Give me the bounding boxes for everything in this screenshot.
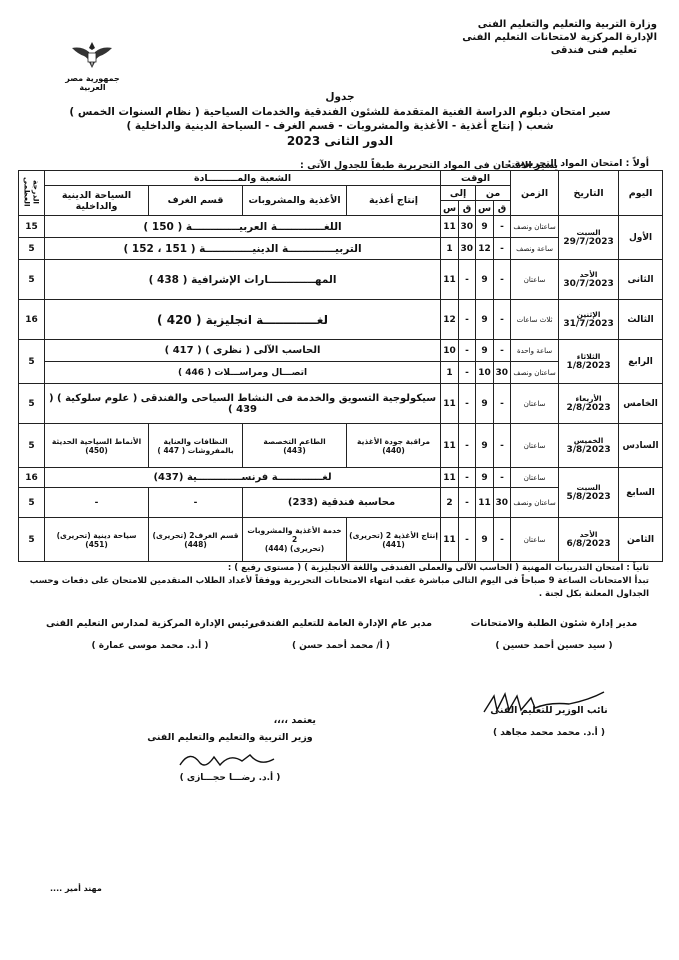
subject: لغـــــــــــــة فرنســـــــــــــية (437) (45, 468, 441, 488)
signature-title: مدير إدارة شئون الطلبة والامتحانات (470, 618, 638, 629)
to-hour: 11 (441, 216, 459, 238)
to-hour: 11 (441, 260, 459, 300)
duration: ساعتان ونصف (511, 216, 559, 238)
col-from-minute: ق (494, 201, 511, 216)
day-name: السادس (619, 424, 663, 468)
from-minute: - (494, 384, 511, 424)
to-minute: - (459, 518, 476, 562)
emblem-caption: جمهورية مصر العربية (65, 74, 120, 92)
table-row (19, 468, 663, 488)
day-date: السبت 29/7/2023 (559, 216, 619, 260)
subject: اتصـــال ومراســـلات ( 446 ) (45, 362, 441, 384)
table-header-row (19, 171, 663, 186)
duration: ساعتان ونصف (511, 488, 559, 518)
subject-rooms: - (149, 488, 243, 518)
to-minute: - (459, 384, 476, 424)
from-minute: - (494, 518, 511, 562)
max-score: 5 (19, 518, 45, 562)
footer-mark: مهند أمير .... (50, 884, 102, 893)
day-date: الأحد 6/8/2023 (559, 518, 619, 562)
subject-food-production: إنتاج الأغذية 2 (تحريرى) (441) (347, 518, 441, 562)
duration: ساعتان (511, 384, 559, 424)
duration: ثلاث ساعات (511, 300, 559, 340)
to-hour: 2 (441, 488, 459, 518)
title-line-2: سير امتحان دبلوم الدراسة الفنية المتقدمة للشئون الفندقية والخدمات السياحية ( نظام السنوات الخمس ) (69, 105, 611, 118)
col-max-score: الدرجة العظمى (19, 171, 45, 216)
title-line-4: الدور الثانى 2023 (286, 133, 394, 148)
to-hour: 1 (441, 362, 459, 384)
signature-name: ( أ.د. رضـــا حجـــازى ) (179, 773, 281, 783)
day-date: الخميس 3/8/2023 (559, 424, 619, 468)
col-day: اليوم (619, 171, 663, 216)
signature-block-1 (449, 618, 659, 651)
col-tourism: السياحة الدينية والداخلية (45, 186, 149, 216)
max-score: 5 (19, 384, 45, 424)
col-rooms: قسم الغرف (149, 186, 243, 216)
signature-name: ( أ.د. محمد موسى عمارة ) (91, 641, 209, 651)
subject: سيكولوجية التسويق والخدمة فى النشاط السياحى والفندقى ( علوم سلوكية ) ( 439 ) (45, 384, 441, 424)
signature-title: وزير التربية والتعليم والتعليم الفنى (147, 732, 313, 743)
col-to: إلى (441, 186, 476, 201)
to-minute: 30 (459, 238, 476, 260)
to-minute: - (459, 362, 476, 384)
ministry-line-2: الإدارة المركزية لامتحانات التعليم الفنى (462, 32, 657, 43)
minister-signature-icon (170, 745, 290, 773)
subject-rooms: قسم الغرف2 (تحريرى) (448) (149, 518, 243, 562)
note-second-body: تبدأ الامتحانات الساعة 9 صباحاً فى اليوم التالى مباشرة عقب انتهاء الامتحانات التحريرية ووفقاً لأعداد الطلاب المتقدمين للامتحان على دفعات وحسب الجداول المعلنة بكل لجنة . (29, 576, 649, 599)
max-score: 5 (19, 488, 45, 518)
ministry-line-3: تعليم فنى فندقى (550, 45, 637, 56)
to-hour: 1 (441, 238, 459, 260)
col-from-hour: س (476, 201, 494, 216)
from-hour: 12 (476, 238, 494, 260)
from-minute: - (494, 216, 511, 238)
max-score: 15 (19, 216, 45, 238)
notes-section (24, 562, 649, 601)
subject-food-production: مراقبة جودة الأغذية (440) (347, 424, 441, 468)
signature-block-4 (449, 705, 649, 738)
subject-rooms: النظافات والعناية بالمفروشات ( 447 ) (149, 424, 243, 468)
col-from: من (476, 186, 511, 201)
from-hour: 9 (476, 424, 494, 468)
duration: ساعتان (511, 424, 559, 468)
day-name: الثامن (619, 518, 663, 562)
day-name: الثانى (619, 260, 663, 300)
table-row (19, 260, 663, 300)
col-duration: الزمن (511, 171, 559, 216)
max-score: 5 (19, 238, 45, 260)
duration: ساعة ونصف (511, 238, 559, 260)
to-minute: - (459, 488, 476, 518)
signature-name: ( أ/ محمد أحمد حسن ) (291, 641, 391, 651)
to-minute: - (459, 424, 476, 468)
duration: ساعتان (511, 518, 559, 562)
note-second-heading: ثانياً : امتحان التدريبات المهنية ( الحاسب الآلى والعملى الفندقى واللغة الانجليزية ) ( مستوى رفيع ) : (227, 563, 649, 573)
subject: اللغـــــــــــــة العربيـــــــــــــة ( 150 ) (45, 216, 441, 238)
subject: المهـــــــــــــارات الإشرافية ( 438 ) (45, 260, 441, 300)
table-row (19, 340, 663, 362)
from-minute: - (494, 238, 511, 260)
to-hour: 11 (441, 468, 459, 488)
day-name: السابع (619, 468, 663, 518)
signature-name: ( أ.د. محمد محمد مجاهد ) (493, 728, 605, 738)
subject: لغـــــــــــــة انجليزية ( 420 ) (45, 300, 441, 340)
to-hour: 10 (441, 340, 459, 362)
day-date: السبت 5/8/2023 (559, 468, 619, 518)
table-row (19, 384, 663, 424)
to-minute: - (459, 260, 476, 300)
day-name: الأول (619, 216, 663, 260)
to-hour: 11 (441, 424, 459, 468)
from-minute: - (494, 340, 511, 362)
col-time: الوقت (441, 171, 511, 186)
subject-tourism: الأنماط السياحية الحديثة (450) (45, 424, 149, 468)
title-line-3: شعب ( إنتاج أغذية - الأغذية والمشروبات - قسم الغرف - السياحة الدينية والداخلية ) (126, 120, 554, 132)
to-minute: - (459, 468, 476, 488)
to-hour: 12 (441, 300, 459, 340)
col-to-hour: س (441, 201, 459, 216)
from-hour: 9 (476, 300, 494, 340)
title-line-1: جدول (325, 91, 355, 103)
subject-food-beverage: خدمة الأغذية والمشروبات 2 (تحريرى) (444) (243, 518, 347, 562)
max-score: 5 (19, 424, 45, 468)
eagle-emblem-icon (70, 40, 114, 70)
from-hour: 9 (476, 384, 494, 424)
day-name: الرابع (619, 340, 663, 384)
to-hour: 11 (441, 384, 459, 424)
from-hour: 9 (476, 340, 494, 362)
signature-block-3 (40, 618, 260, 651)
day-name: الخامس (619, 384, 663, 424)
max-score: 16 (19, 300, 45, 340)
from-minute: - (494, 468, 511, 488)
subject-food-beverage: الطاعم التخصصة (443) (243, 424, 347, 468)
subject: الحاسب الآلى ( نظرى ) ( 417 ) (45, 340, 441, 362)
signature-title: مدير عام الإدارة العامة للتعليم الفندقى (249, 618, 433, 629)
max-score: 5 (19, 260, 45, 300)
subject-tourism: سياحة دينية (تحريرى) (451) (45, 518, 149, 562)
to-minute: - (459, 340, 476, 362)
ministry-header (427, 18, 657, 57)
col-branch-subject: الشعبة والمـــــــــادة (45, 171, 441, 186)
from-hour: 9 (476, 468, 494, 488)
exam-schedule-table (18, 170, 663, 562)
section-first-heading: أولاً : امتحان المواد التحريرية : (507, 158, 649, 169)
col-to-minute: ق (459, 201, 476, 216)
from-minute: - (494, 424, 511, 468)
duration: ساعة واحدة (511, 340, 559, 362)
duration: ساعتان (511, 468, 559, 488)
day-date: الأربعاء 2/8/2023 (559, 384, 619, 424)
day-date: الإثنين 31/7/2023 (559, 300, 619, 340)
from-hour: 9 (476, 260, 494, 300)
to-minute: - (459, 300, 476, 340)
from-hour: 11 (476, 488, 494, 518)
approval-block (120, 715, 340, 783)
from-minute: 30 (494, 362, 511, 384)
table-row (19, 424, 663, 468)
approve-label: يعتمد ،،،، (273, 715, 316, 726)
table-row (19, 518, 663, 562)
signature-block-2 (241, 618, 441, 651)
signature-title: رئيس الإدارة المركزية لمدارس التعليم الفنى (46, 618, 254, 629)
max-score: 16 (19, 468, 45, 488)
max-score: 5 (19, 340, 45, 384)
from-hour: 10 (476, 362, 494, 384)
from-minute: 30 (494, 488, 511, 518)
to-minute: 30 (459, 216, 476, 238)
section-first-note: يسير الامتحان فى المواد التحريرية طبقاً للجدول الآتى : (300, 160, 558, 171)
duration: ساعتان ونصف (511, 362, 559, 384)
from-minute: - (494, 300, 511, 340)
subject: محاسبة فندقية (233) (243, 488, 441, 518)
subject-tourism: - (45, 488, 149, 518)
to-hour: 11 (441, 518, 459, 562)
col-date: التاريخ (559, 171, 619, 216)
day-date: الأحد 30/7/2023 (559, 260, 619, 300)
table-row (19, 300, 663, 340)
col-food-production: إنتاج أغذية (347, 186, 441, 216)
from-minute: - (494, 260, 511, 300)
from-hour: 9 (476, 216, 494, 238)
duration: ساعتان (511, 260, 559, 300)
ministry-line-1: وزارة التربية والتعليم والتعليم الفنى (477, 19, 657, 30)
day-name: الثالث (619, 300, 663, 340)
signature-name: ( سيد حسين أحمد حسين ) (495, 641, 613, 651)
signature-title: نائب الوزير للتعليم الفنى (490, 705, 608, 716)
subject: التربيـــــــــــــة الدينيـــــــــــــة ( 151 ، 152 ) (45, 238, 441, 260)
document-title (60, 90, 620, 148)
day-date: الثلاثاء 1/8/2023 (559, 340, 619, 384)
from-hour: 9 (476, 518, 494, 562)
col-food-beverage: الأغذية والمشروبات (243, 186, 347, 216)
table-row (19, 216, 663, 238)
